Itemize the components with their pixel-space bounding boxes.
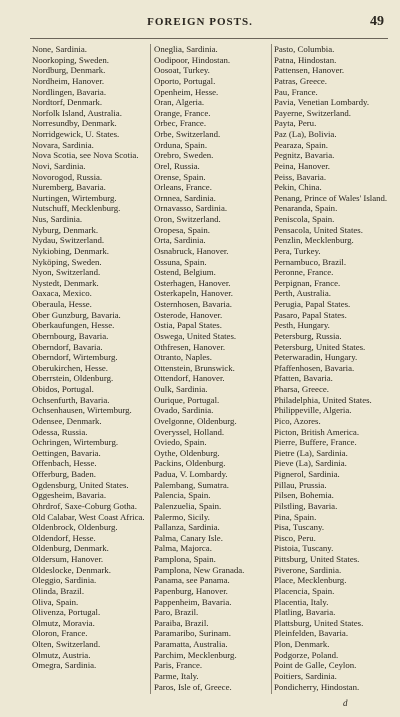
index-entry: Othfresen, Hanover. [154, 341, 226, 352]
index-entry: Obernbourg, Bavaria. [32, 330, 109, 341]
index-entry: Osterkapeln, Hanover. [154, 288, 233, 299]
index-entry: Oythe, Oldenburg. [154, 447, 220, 458]
index-entry: Peiss, Bavaria. [274, 171, 327, 182]
index-entry: Payta, Peru. [274, 118, 317, 129]
index-entry: Pierre, Buffere, France. [274, 437, 357, 448]
running-title: FOREIGN POSTS. [147, 16, 253, 28]
index-entry: Philippeville, Algeria. [274, 405, 352, 416]
index-entry: Paz (La), Bolivia. [274, 129, 337, 139]
index-entry: Odensee, Denmark. [32, 415, 102, 426]
index-entry: Ochsenfurth, Bavaria. [32, 394, 110, 405]
index-entry: Ochringen, Wirtemburg. [32, 437, 119, 448]
index-entry: Ornavasso, Sardinia. [154, 203, 228, 214]
index-entry: Pittsburg, United States. [274, 554, 360, 564]
index-entry: Norfolk Island, Australia. [32, 107, 122, 118]
index-entry: Nurtingen, Wirtemburg. [32, 192, 117, 203]
index-entry: Ossuna, Spain. [154, 256, 207, 267]
index-entry: Paros, Isle of, Greece. [154, 681, 232, 692]
index-entry: Oosoat, Turkey. [154, 65, 210, 76]
index-entry: None, Sardinia. [32, 44, 87, 54]
index-entry: Oldenburg, Denmark. [32, 543, 109, 554]
index-entry: Oberaula, Hesse. [32, 299, 92, 309]
index-entry: Pisco, Peru. [274, 532, 316, 543]
page-header [0, 14, 400, 34]
index-entry: Obidos, Portugal. [32, 384, 94, 394]
index-entry: Oldeslocke, Denmark. [32, 564, 111, 575]
index-entry: Oggesheim, Bavaria. [32, 490, 107, 501]
index-entry: Pico, Azores. [274, 415, 321, 426]
index-entry: Parme, Italy. [154, 670, 199, 681]
column-divider [150, 44, 151, 694]
index-entry: Peniscola, Spain. [274, 214, 335, 224]
index-entry: Picton, British America. [274, 426, 360, 437]
index-entry: Perpignan, France. [274, 277, 341, 288]
index-entry: Nova Scotia, see Nova Scotia. [32, 150, 139, 161]
index-entry: Pistoia, Tuscany. [274, 543, 334, 554]
index-entry: Penaranda, Spain. [274, 203, 338, 214]
index-entry: Poitiers, Sardinia. [274, 670, 337, 681]
index-entry: Pattensen, Hanover. [274, 65, 345, 76]
index-entry: Pietre (La), Sardinia. [274, 447, 348, 458]
index-entry: Pesth, Hungary. [274, 320, 330, 331]
index-entry: Norridgewick, U. States. [32, 129, 120, 139]
index-entry: Ourique, Portugal. [154, 394, 220, 405]
index-entry: Pieve (La), Sardinia. [274, 458, 347, 469]
index-entry: Pignerol, Sardinia. [274, 469, 340, 479]
index-entry: Patna, Hindostan. [274, 54, 337, 65]
index-entry: Oberrstein, Oldenburg. [32, 373, 114, 384]
index-entry: Pamplona, New Granada. [154, 564, 245, 575]
index-entry: Piverone, Sardinia. [274, 564, 342, 575]
index-entry: Ostia, Papal States. [154, 320, 222, 331]
index-entry: Placentia, Italy. [274, 596, 329, 607]
index-entry: Plon, Denmark. [274, 639, 330, 649]
index-entry: Oldersum, Hanover. [32, 554, 104, 564]
header-rule [30, 38, 388, 39]
index-entry: Ober Gunzburg, Bavaria. [32, 309, 121, 320]
index-entry: Penang, Prince of Wales' Island. [274, 192, 388, 203]
index-entry: Oneglia, Sardinia. [154, 44, 218, 54]
index-entry: Oropesa, Spain. [154, 224, 210, 235]
index-entry: Pfaffenhosen, Bavaria. [274, 362, 355, 373]
index-entry: Nystedt, Denmark. [32, 277, 99, 288]
index-entry: Palenzuelia, Spain. [154, 500, 222, 511]
index-entry: Paramaribo, Surinam. [154, 628, 231, 639]
index-entry: Overyssel, Holland. [154, 426, 225, 437]
index-entry: Penzlin, Mecklenburg. [274, 235, 354, 246]
index-entry: Orbec, France. [154, 118, 207, 129]
index-entry: Ovado, Sardinia. [154, 405, 214, 416]
index-entry: Novorogod, Russia. [32, 171, 103, 182]
index-columns [32, 44, 388, 694]
index-entry: Ostend, Belgium. [154, 267, 216, 278]
index-entry: Palencia, Spain. [154, 490, 211, 501]
column-2 [154, 44, 270, 694]
column-3 [274, 44, 390, 694]
index-entry: Openheim, Hesse. [154, 86, 219, 97]
index-entry: Padua, V. Lombardy. [154, 469, 228, 479]
index-entry: Pilstling, Bavaria. [274, 500, 338, 511]
index-entry: Pavia, Venetian Lombardy. [274, 97, 370, 108]
index-entry: Old Calabar, West Coast Africa. [32, 511, 145, 522]
index-entry: Pallanza, Sardinia. [154, 522, 220, 533]
index-entry: Orange, France. [154, 107, 211, 118]
index-entry: Oberndorf, Bavaria. [32, 341, 103, 352]
index-entry: Oodipoor, Hindostan. [154, 54, 231, 65]
index-entry: Podgorze, Poland. [274, 649, 339, 660]
index-entry: Pau, France. [274, 86, 318, 97]
index-entry: Nuremberg, Bavaria. [32, 182, 106, 193]
index-entry: Nus, Sardinia. [32, 214, 83, 224]
index-entry: Pappenheim, Bavaria. [154, 596, 232, 607]
index-entry: Pharsa, Greece. [274, 384, 329, 394]
index-entry: Osterode, Hanover. [154, 309, 223, 320]
index-entry: Nordburg, Denmark. [32, 65, 106, 76]
index-entry: Offerburg, Baden. [32, 469, 96, 479]
index-entry: Ornnea, Sardinia. [154, 192, 216, 203]
index-entry: Osterhagen, Hanover. [154, 277, 231, 288]
index-entry: Paris, France. [154, 660, 203, 671]
index-entry: Nordlingen, Bavaria. [32, 86, 107, 97]
index-entry: Oaxaca, Mexico. [32, 288, 92, 299]
index-entry: Pilsen, Bohemia. [274, 490, 334, 501]
index-entry: Nordtorf, Denmark. [32, 97, 103, 108]
index-entry: Pisa, Tuscany. [274, 522, 325, 533]
index-entry: Osnabruck, Hanover. [154, 245, 229, 256]
index-entry: Orel, Russia. [154, 160, 200, 171]
index-entry: Palermo, Sicily. [154, 511, 210, 522]
index-entry: Oberndorf, Wirtemburg. [32, 352, 118, 363]
index-entry: Placencia, Spain. [274, 585, 335, 596]
index-entry: Peina, Hanover. [274, 160, 330, 171]
index-entry: Nydau, Switzerland. [32, 235, 105, 246]
index-entry: Oldendorf, Hesse. [32, 532, 96, 543]
index-entry: Nyon, Switzerland. [32, 267, 101, 278]
index-entry: Pamplona, Spain. [154, 554, 216, 564]
column-1 [32, 44, 148, 694]
column-divider [271, 44, 272, 694]
index-entry: Ogdensburg, United States. [32, 479, 129, 490]
index-entry: Nykiobing, Denmark. [32, 245, 109, 256]
index-entry: Oulk, Sardinia. [154, 384, 208, 394]
index-entry: Omegra, Sardinia. [32, 660, 97, 671]
index-entry: Pekin, China. [274, 182, 322, 193]
index-entry: Norresundby, Denmark. [32, 118, 117, 129]
index-entry: Paraiba, Brazil. [154, 617, 209, 628]
index-entry: Otranto, Naples. [154, 352, 212, 363]
signature-mark: d [343, 698, 348, 708]
index-entry: Petersburg, Russia. [274, 330, 342, 341]
index-entry: Pondicherry, Hindostan. [274, 681, 360, 692]
index-entry: Panama, see Panama. [154, 575, 230, 586]
index-entry: Paro, Brazil. [154, 607, 199, 618]
index-entry: Olmutz, Austria. [32, 649, 91, 660]
index-entry: Orbe, Switzerland. [154, 129, 221, 139]
index-entry: Oswega, United States. [154, 330, 237, 341]
index-entry: Peronne, France. [274, 267, 334, 278]
index-entry: Olmutz, Moravia. [32, 617, 95, 628]
index-entry: Osternhosen, Bavaria. [154, 299, 232, 309]
index-entry [274, 692, 390, 694]
index-entry: Ottenstein, Brunswick. [154, 362, 235, 373]
index-entry: Oettingen, Bavaria. [32, 447, 101, 458]
page-number: 49 [370, 14, 384, 29]
index-entry: Palma, Canary Isle. [154, 532, 223, 543]
index-entry: Perugia, Papal States. [274, 299, 351, 309]
index-entry: Pensacola, United States. [274, 224, 363, 235]
index-entry: Palma, Majorca. [154, 543, 212, 554]
index-entry: Ovelgonne, Oldenburg. [154, 415, 237, 426]
index-entry: Nordheim, Hanover. [32, 75, 105, 86]
index-entry: Ohrdrof, Saxe-Coburg Gotha. [32, 500, 137, 511]
index-entry: Orta, Sardinia. [154, 235, 206, 246]
index-entry: Pina, Spain. [274, 511, 317, 522]
index-entry: Platling, Bavaria. [274, 607, 336, 618]
index-entry: Pegnitz, Bavaria. [274, 150, 335, 161]
index-entry: Pernambuco, Brazil. [274, 256, 347, 267]
index-entry: Packins, Oldenburg. [154, 458, 226, 469]
index-entry: Olten, Switzerland. [32, 639, 101, 649]
index-entry: Oleggio, Sardinia. [32, 575, 97, 586]
index-entry: Parchim, Mecklenburg. [154, 649, 237, 660]
index-entry: Pearaza, Spain. [274, 139, 328, 150]
index-entry: Oberkaufungen, Hesse. [32, 320, 115, 331]
index-entry: Point de Galle, Ceylon. [274, 660, 357, 671]
index-entry: Oliva, Spain. [32, 596, 79, 607]
index-entry: Pera, Turkey. [274, 245, 321, 256]
index-entry: Pleinfelden, Bavaria. [274, 628, 349, 639]
index-entry: Oldenbrock, Oldenburg. [32, 522, 118, 533]
index-entry: Pillau, Prussia. [274, 479, 327, 490]
index-entry: Olinda, Brazil. [32, 585, 85, 596]
index-entry: Philadelphia, United States. [274, 394, 372, 405]
index-entry: Novara, Sardinia. [32, 139, 94, 150]
index-entry: Patras, Greece. [274, 75, 327, 86]
index-entry: Nyburg, Denmark. [32, 224, 99, 235]
index-entry: Noorkoping, Sweden. [32, 54, 109, 65]
index-entry: Oloron, France. [32, 628, 88, 639]
index-entry: Place, Mecklenburg. [274, 575, 347, 586]
index-entry: Papenburg, Hanover. [154, 585, 228, 596]
index-entry: Pasaro, Papal States. [274, 309, 347, 320]
index-entry: Odessa, Russia. [32, 426, 88, 437]
index-entry: Oporto, Portugal. [154, 75, 216, 86]
index-entry: Orleans, France. [154, 182, 212, 193]
index-entry: Novi, Sardinia. [32, 160, 86, 171]
index-entry: Nutschuff, Mecklenburg. [32, 203, 121, 214]
index-entry: Peterwaradin, Hungary. [274, 352, 358, 363]
index-entry: Petersburg, United States. [274, 341, 366, 352]
index-entry: Ottendorf, Hanover. [154, 373, 225, 384]
index-entry: Oviedo, Spain. [154, 437, 207, 448]
index-entry: Oberukirchen, Hesse. [32, 362, 108, 373]
index-entry: Plattsburg, United States. [274, 617, 364, 628]
index-entry: Perth, Australia. [274, 288, 331, 299]
index-entry: Ochsenhausen, Wirtemburg. [32, 405, 132, 416]
index-entry: Orduna, Spain. [154, 139, 208, 150]
index-entry: Nyköping, Sweden. [32, 256, 102, 267]
index-entry: Palembang, Sumatra. [154, 479, 230, 490]
index-entry: Orebro, Sweden. [154, 150, 214, 161]
index-entry: Oron, Switzerland. [154, 214, 221, 224]
index-entry: Pfatten, Bavaria. [274, 373, 333, 384]
index-entry: Olivenza, Portugal. [32, 607, 101, 618]
index-entry: Orense, Spain. [154, 171, 206, 182]
index-entry: Paramatta, Australia. [154, 639, 228, 649]
index-entry: Oran, Algeria. [154, 97, 205, 108]
index-entry: Offenbach, Hesse. [32, 458, 97, 469]
index-entry: Payerne, Switzerland. [274, 107, 351, 118]
index-entry: Pasto, Columbia. [274, 44, 335, 54]
index-entry [154, 692, 270, 694]
